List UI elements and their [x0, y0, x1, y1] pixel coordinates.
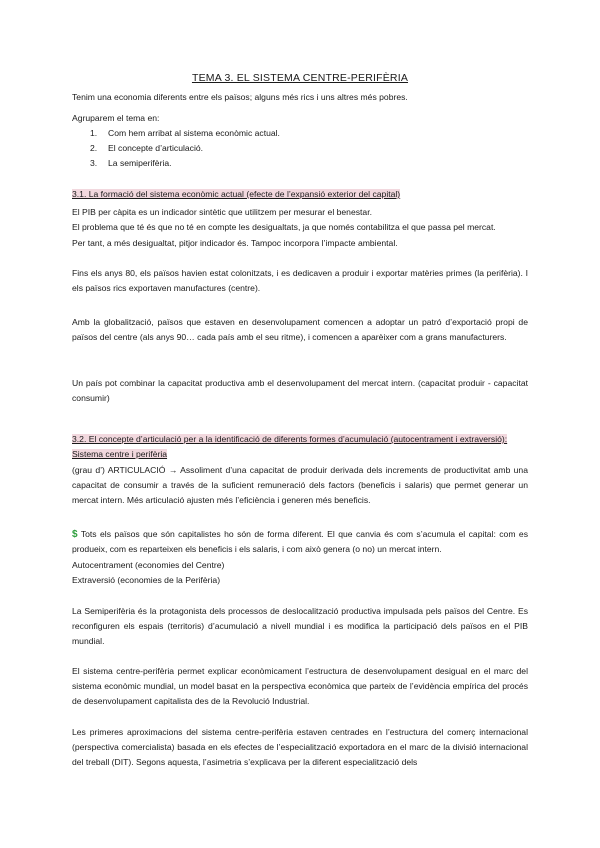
section1-line: El PIB per càpita es un indicador sintètic que utilitzem per mesurar el benestar. — [72, 207, 372, 217]
outline-item — [90, 156, 172, 171]
section-heading-text: 3.1. La formació del sistema econòmic actual (efecte de l’expansió exterior del capital) — [72, 189, 401, 199]
section1-line: El problema que té és que no té en compte les desigualtats, ja que només contabilitza el que passa pel mercat. — [72, 222, 496, 232]
dollar-icon: $ — [72, 529, 78, 540]
intro-paragraph: Tenim una economia diferents entre els països; alguns més rics i uns altres més pobres. — [72, 92, 408, 102]
section2-paragraph: La Semiperifèria és la protagonista dels processos de deslocalització productiva impulsada pels països del Centre. Es reconfiguren els espais (territoris) d’acumulació a nivell mundial i es modifica la participació dels països en el PIB mundial. — [72, 606, 528, 646]
autocentrament-line: Autocentrament (economies del Centre) — [72, 560, 225, 570]
section-heading-3-2 — [72, 432, 528, 462]
section-heading-text: 3.2. El concepte d’articulació per a la identificació de diferents formes d’acumulació (autocentrament i extraversió): Sistema centre i perifèria — [72, 434, 508, 459]
section2-paragraph: Les primeres aproximacions del sistema centre-perifèria estaven centrades en l’estructura del comerç internacional (perspectiva comercialista) basada en els efectes de l’especialització exportadora en el marc de la divisió internacional del treball (DIT). Segons aquesta, l’asimetria s’explicava per la diferent especialització dels — [72, 727, 528, 767]
section2-paragraph-text: Tots els països que són capitalistes ho són de forma diferent. El que canvia és com s’acumula el capital: com es produeix, com es reparteixen els beneficis i els salaris, i com això genera (o no) un mercat intern. — [72, 529, 528, 554]
outline-item — [90, 126, 280, 141]
section1-line: Per tant, a més desigualtat, pitjor indicador és. Tampoc incorpora l’impacte ambiental. — [72, 238, 398, 248]
extraversio-line: Extraversió (economies de la Perifèria) — [72, 575, 221, 585]
outline-item — [90, 141, 203, 156]
outline-item-number: 2. — [90, 143, 98, 153]
section1-paragraph: Un país pot combinar la capacitat productiva amb el desenvolupament del mercat intern. (capacitat produir - capacitat consumir) — [72, 378, 528, 403]
outline-item-text: El concepte d’articulació. — [108, 143, 204, 153]
section2-paragraph: (grau d’) ARTICULACIÓ → Assoliment d’una capacitat de produir derivada dels increments de productivitat amb una capacitat de consumir a través de la suficient remuneració dels factors (beneficis i salaris) que permet generar un mercat intern. Més articulació ajusten més l’eficiència i generen més beneficis. — [72, 465, 528, 505]
section2-paragraph: El sistema centre-perifèria permet explicar econòmicament l’estructura de desenvolupament desigual en el marc del sistema econòmic mundial, un model basat en la perspectiva econòmica que parteix de l’evidència empírica del procés de desenvolupament capitalista des de la Revolució Industrial. — [72, 666, 528, 706]
outline-item-text: La semiperifèria. — [108, 158, 172, 168]
outline-lead: Agruparem el tema en: — [72, 113, 160, 123]
page-title: TEMA 3. EL SISTEMA CENTRE-PERIFÈRIA — [191, 72, 409, 84]
outline-item-text: Com hem arribat al sistema econòmic actual. — [108, 128, 280, 138]
outline-item-number: 1. — [90, 128, 98, 138]
section2-paragraph — [72, 527, 528, 557]
section-heading-3-1 — [72, 187, 528, 202]
outline-item-number: 3. — [90, 158, 98, 168]
section1-paragraph: Amb la globalització, països que estaven en desenvolupament comencen a adoptar un patró d’exportació propi de països del centre (als anys 90… cada país amb el seu ritme), i comencen a aparèixer com a grans manufacturers. — [72, 317, 528, 342]
section1-paragraph: Fins els anys 80, els països havien estat colonitzats, i es dedicaven a produir i exportar matèries primes (la perifèria). I els països rics exportaven manufactures (centre). — [72, 268, 528, 293]
